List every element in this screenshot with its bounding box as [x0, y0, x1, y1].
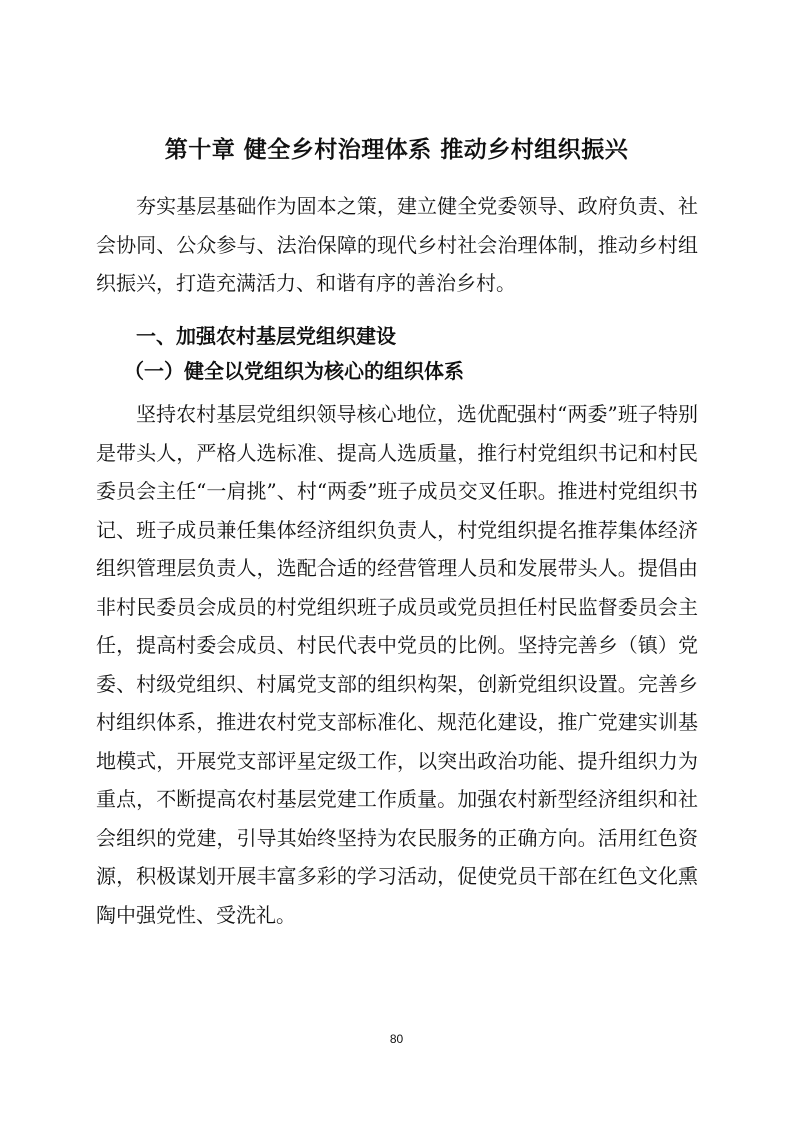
- body-paragraph: 坚持农村基层党组织领导核心地位，选优配强村“两委”班子特别是带头人，严格人选标准、提高人选质量，推行村党组织书记和村民委员会主任“一肩挑”、村“两委”班子成员交叉任职。推进村党组织书记、班子成员兼任集体经济组织负责人，村党组织提名推荐集体经济组织管理层负责人，选配合适的经营管理人员和发展带头人。提倡由非村民委员会成员的村党组织班子成员或党员担任村民监督委员会主任，提高村委会成员、村民代表中党员的比例。坚持完善乡（镇）党委、村级党组织、村属党支部的组织构架，创新党组织设置。完善乡村组织体系，推进农村党支部标准化、规范化建设，推广党建实训基地模式，开展党支部评星定级工作，以突出政治功能、提升组织力为重点，不断提高农村基层党建工作质量。加强农村新型经济组织和社会组织的党建，引导其始终坚持为农民服务的正确方向。活用红色资源，积极谋划开展丰富多彩的学习活动，促使党员干部在红色文化熏陶中强党性、受洗礼。: [96, 402, 698, 927]
- chapter-title: 第十章 健全乡村治理体系 推动乡村组织振兴: [164, 137, 629, 163]
- intro-paragraph: 夯实基层基础作为固本之策，建立健全党委领导、政府负责、社会协同、公众参与、法治保障的现代乡村社会治理体制，推动乡村组织振兴，打造充满活力、和谐有序的善治乡村。: [96, 194, 698, 295]
- subsection-heading: （一）健全以党组织为核心的组织体系: [124, 359, 464, 383]
- section-heading: 一、加强农村基层党组织建设: [136, 324, 396, 348]
- page-number: 80: [389, 1032, 404, 1046]
